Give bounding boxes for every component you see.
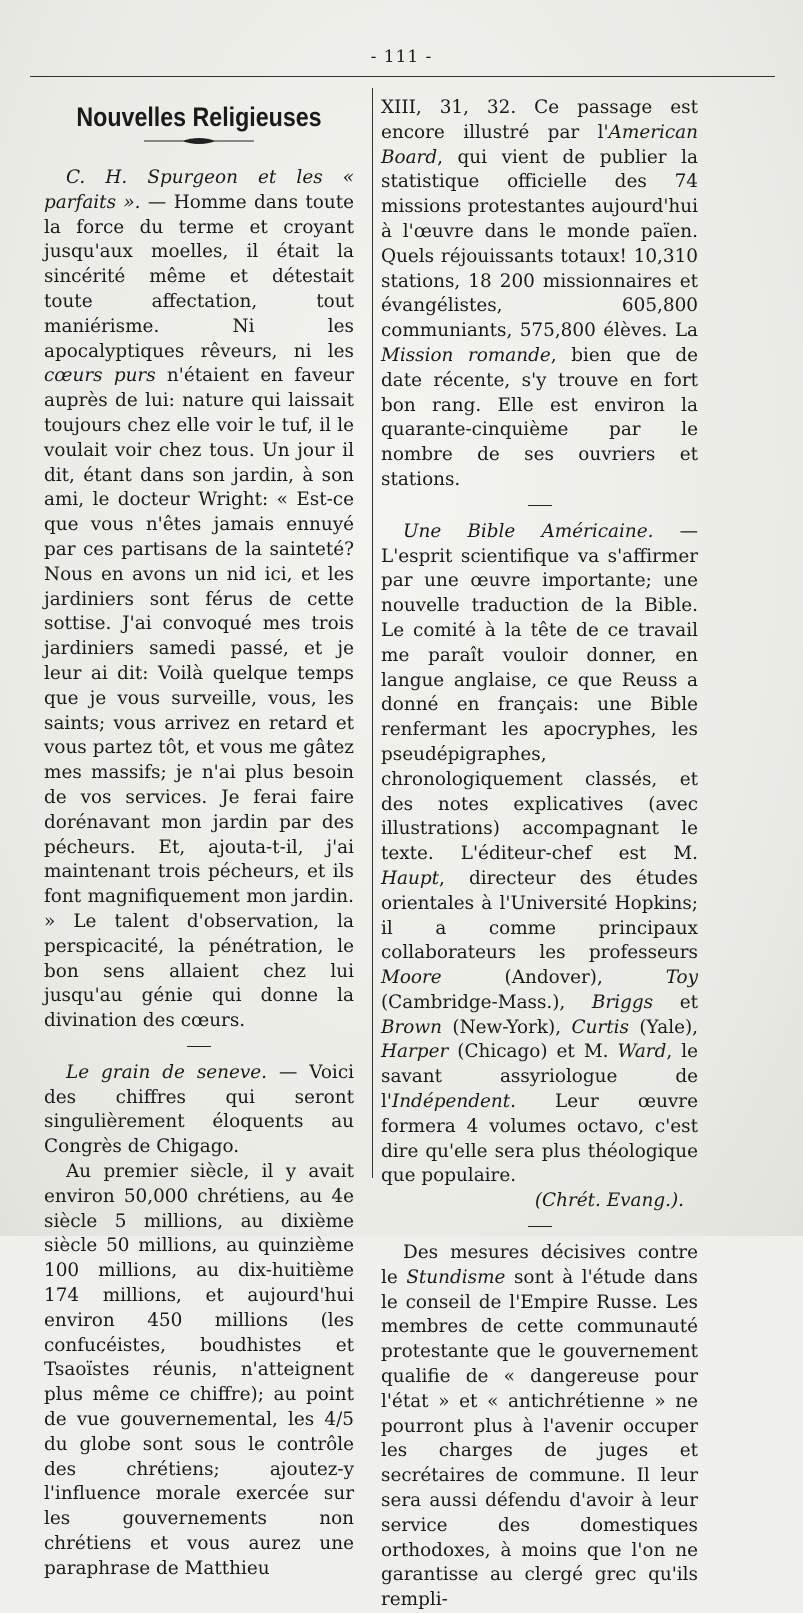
spurgeon-term: cœurs purs bbox=[44, 365, 156, 387]
grain-continued-paragraph bbox=[381, 96, 698, 493]
bible-source: (Chrét. Evang.). bbox=[534, 1190, 684, 1212]
grain-title: Le grain de seneve. bbox=[66, 1061, 267, 1083]
page-number: - 111 - bbox=[370, 47, 433, 67]
bible-text-4: (Cambridge-Mass.), bbox=[381, 991, 592, 1013]
article-separator bbox=[187, 1046, 211, 1047]
bible-text-7: (Yale), bbox=[628, 1016, 698, 1038]
header-rule bbox=[30, 76, 775, 77]
column-rule bbox=[372, 88, 373, 1178]
name-moore: Moore bbox=[381, 967, 442, 989]
article-separator bbox=[528, 1226, 552, 1227]
ornament-divider-icon bbox=[144, 136, 254, 146]
stundisme-text-2: sont à l'étude dans le conseil de l'Empire Russe. Les membres de cette communauté protestante que le gouvernement qualifie de « dangereuse pour l'état » et « antichrétienne » ne pourront plus à l'avenir occuper les charges de juges et secrétaires de commune. Il leur sera aussi défendu d'avoir à leur service des domestiques orthodoxes, à moins que l'on ne garantisse au clergé grec qu'ils rempli- bbox=[381, 1266, 698, 1611]
grain-paragraph bbox=[44, 1061, 354, 1160]
grain-paragraph-2: Au premier siècle, il y avait environ 50,000 chrétiens, au 4e siècle 5 millions, au dixième siècle 50 millions, au quinzième 100 millions, au dix-huitième 174 millions, et aujourd'hui environ 450 millions (les confucéistes, boudhistes et Tsaoïstes réunis, n'atteignent plus même ce chiffre); au point de vue gouvernemental, les 4/5 du globe sont sous le contrôle des chrétiens; ajoutez-y l'influence morale exercée sur les gouvernements non chrétiens et vous aurez une paraphrase de Matthieu bbox=[44, 1161, 354, 1579]
grain-text: — Voici des chiffres qui seront singulièrement éloquents au Congrès de Chigago. bbox=[44, 1061, 354, 1158]
bible-paragraph bbox=[381, 520, 698, 1190]
name-ward: Ward bbox=[617, 1041, 667, 1063]
name-harper: Harper bbox=[381, 1041, 449, 1063]
grain-continued-text: XIII, 31, 32. Ce passage est encore illustré par l' bbox=[381, 97, 698, 143]
spurgeon-text-2: n'étaient en faveur auprès de lui: nature qui laissait toujours chez elle voir le tuf, il le voulait voir chez tous. Un jour il dit, étant dans son jardin, à son ami, le docteur Wright: « Est-ce que vous n'êtes jamais ennuyé par ces partisans de la sainteté? Nous en avons un nid ici, et les jardiniers sont férus de cette sottise. J'ai convoqué mes trois jardiniers samedi passé, et je leur ai dit: Voilà quelque temps que je vous surveille, vous, les saints; vous arrivez en retard et vous partez tôt, et vous me gâtez mes massifs; je n'ai plus besoin de vos services. Je ferai faire dorénavant mon jardin par des pécheurs. Et, ajouta-t-il, j'ai maintenant trois pécheurs, et ils font magnifiquement mon jardin. » Le talent d'observation, la perspicacité, la pénétration, le bon sens allaient chez lui jusqu'au génie qui donne la divination des cœurs. bbox=[44, 365, 354, 1032]
section-heading: Nouvelles Religieuses bbox=[76, 102, 322, 132]
bible-title: Une Bible Américaine. bbox=[403, 520, 654, 542]
stundisme-term: Stundisme bbox=[406, 1266, 506, 1288]
stundisme-text-1: Des mesures décisives contre le bbox=[381, 1242, 698, 1288]
bible-text-6: (New-York), bbox=[441, 1016, 572, 1038]
bible-text-5: et bbox=[653, 991, 699, 1013]
bible-text-3: (Andover), bbox=[441, 967, 666, 989]
name-curtis: Curtis bbox=[571, 1016, 629, 1038]
bible-text-9: , le savant assyriologue de l' bbox=[381, 1041, 698, 1113]
bible-text-2: , directeur des études orientales à l'Université Hopkins; il a comme principaux collaborateurs les professeurs bbox=[381, 867, 698, 964]
bible-text-10: . Leur œuvre formera 4 volumes octavo, c'est dire qu'elle sera plus théologique que populaire. bbox=[381, 1091, 698, 1187]
bible-text-1: — L'esprit scientifique va s'affirmer par une œuvre importante; une nouvelle traduction de la Bible. Le comité à la tête de ce travail me paraît vouloir donner, en langue anglaise, ce que Reuss a donné en français: une Bible renfermant les apocryphes, les pseudépigraphes, chronologiquement classés, et des notes explicatives (avec illustrations) accompagnant le texte. L'éditeur-chef est M. bbox=[381, 520, 698, 865]
independent-title: Indépendent bbox=[391, 1091, 511, 1113]
name-briggs: Briggs bbox=[591, 991, 654, 1013]
spurgeon-paragraph bbox=[44, 166, 354, 1034]
mission-romande: Mission romande bbox=[381, 344, 551, 366]
name-toy: Toy bbox=[665, 967, 698, 989]
name-haupt: Haupt bbox=[381, 867, 440, 889]
spurgeon-title: C. H. Spurgeon et les « parfaits ». bbox=[44, 167, 354, 213]
stundisme-paragraph bbox=[381, 1241, 698, 1613]
article-separator bbox=[528, 505, 552, 506]
american-board: American Board bbox=[381, 121, 698, 168]
grain-continued-text-2: , qui vient de publier la statistique officielle des 74 missions protestantes aujourd'hui à l'œuvre dans le monde païen. Quels réjouissants totaux! 10,310 stations, 18 200 missionnaires et évangélistes, 605,800 communiants, 575,800 élèves. La bbox=[381, 146, 698, 342]
right-column bbox=[381, 96, 698, 1613]
bible-text-8: (Chicago) et M. bbox=[448, 1041, 618, 1063]
left-column bbox=[44, 86, 354, 1582]
spurgeon-text-1: — Homme dans toute la force du terme et croyant jusqu'aux moelles, il était la sincérité même et détestait toute affectation, tout maniérisme. Ni les apocalyptiques rêveurs, ni les bbox=[44, 191, 354, 362]
name-brown: Brown bbox=[381, 1016, 442, 1038]
grain-continued-text-3: , bien que de date récente, s'y trouve en fort bon rang. Elle est environ la quarante-cinquième par le nombre de ses ouvriers et stations. bbox=[381, 344, 698, 490]
